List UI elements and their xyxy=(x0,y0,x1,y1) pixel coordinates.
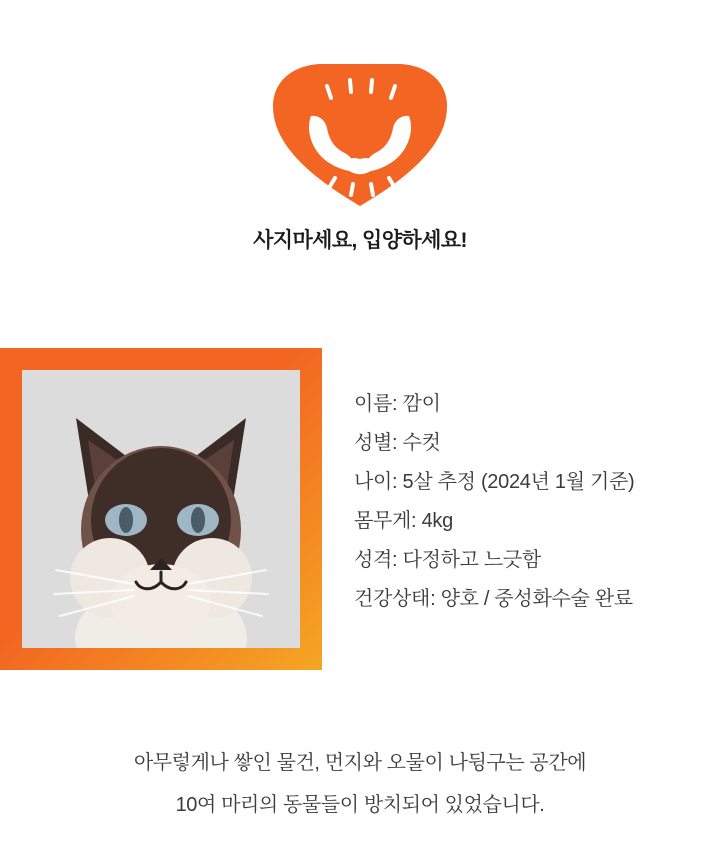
photo-frame xyxy=(0,348,322,670)
logo-block xyxy=(0,0,720,254)
animal-profile xyxy=(0,348,720,670)
profile-field-personality: 성격: 다정하고 느긋함 xyxy=(354,549,541,571)
caption-line-2: 10여 마리의 동물들이 방치되어 있었습니다. xyxy=(175,794,545,816)
profile-info-list xyxy=(354,348,634,614)
profile-field-health: 건강상태: 양호 / 중성화수술 완료 xyxy=(354,588,633,610)
profile-field-gender: 성별: 수컷 xyxy=(354,432,441,454)
caption-line-1: 아무렇게나 쌓인 물건, 먼지와 오물이 나뒹구는 공간에 xyxy=(133,752,587,774)
heart-hands-logo-icon xyxy=(265,58,455,208)
siamese-cat-photo xyxy=(22,370,300,648)
profile-field-age: 나이: 5살 추정 (2024년 1월 기준) xyxy=(354,471,635,493)
caption-block xyxy=(0,742,720,826)
logo-tagline: 사지마세요, 입양하세요! xyxy=(253,229,467,252)
profile-field-name: 이름: 깜이 xyxy=(354,393,441,415)
profile-field-weight: 몸무게: 4kg xyxy=(354,510,453,532)
